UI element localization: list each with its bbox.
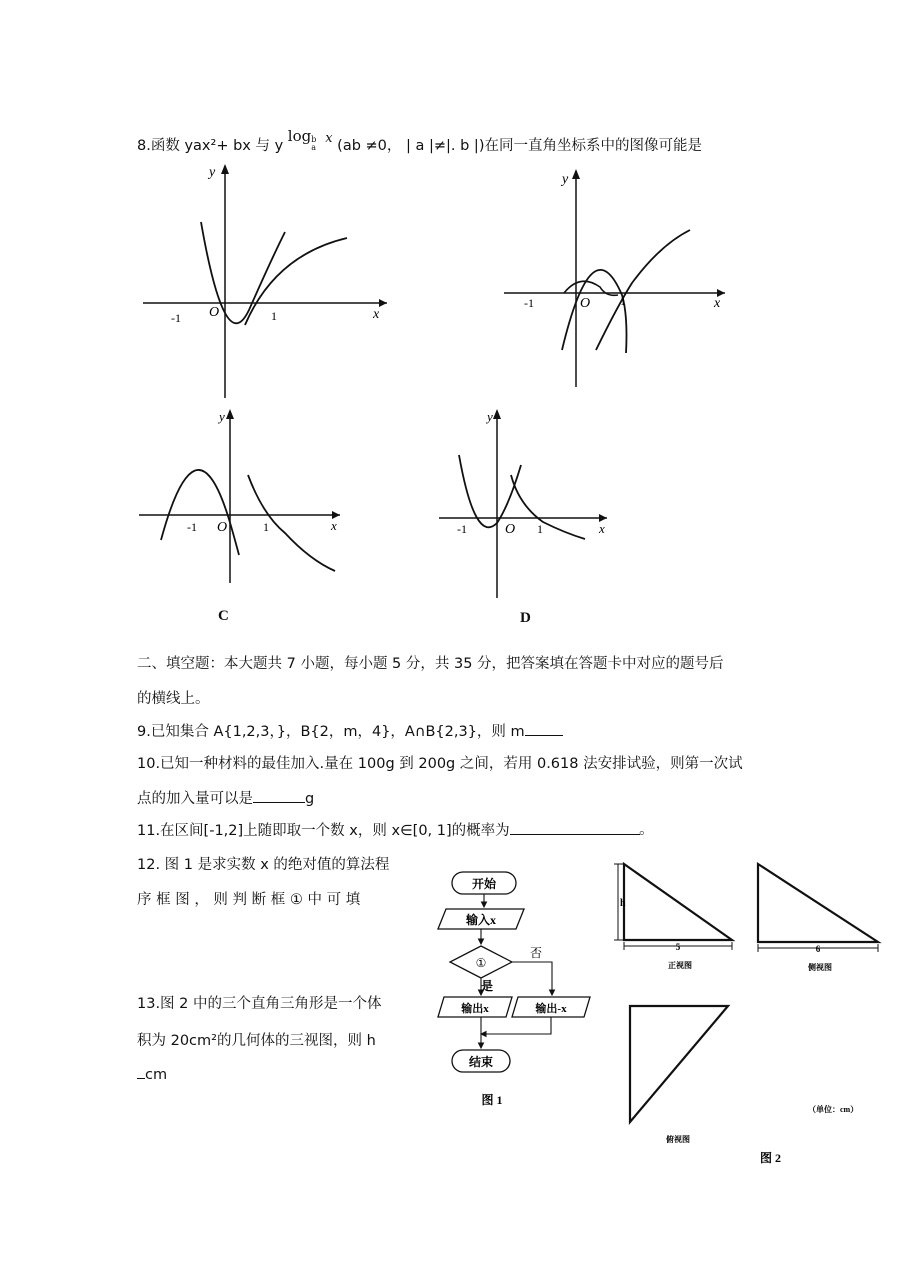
graph-a — [135, 160, 395, 400]
q13-line2: 积为 20cm²的几何体的三视图，则 h — [137, 1033, 376, 1049]
q9-question: 9.已知集合 A{1,2,3，}，B{2，m，4}，A∩B{2,3}，则 m — [137, 724, 525, 740]
q11-text — [137, 819, 654, 840]
flowchart-caption: 图 1 — [481, 1093, 503, 1107]
q9-answer-blank[interactable] — [525, 721, 563, 736]
graph-c-origin-label: O — [217, 520, 228, 535]
graph-c-caption: C — [218, 608, 229, 624]
top-view-triangle — [630, 1006, 728, 1122]
graph-d-caption: D — [520, 610, 531, 626]
flowchart-output-x-label: 输出x — [461, 1003, 489, 1015]
flowchart-end-label: 结束 — [468, 1055, 494, 1069]
graph-a-1-label: 1 — [271, 309, 277, 323]
q10-answer-blank[interactable] — [253, 788, 305, 803]
q8-part1: 函数 yax²+ bx 与 y — [150, 138, 288, 154]
graph-a-y-label: y — [209, 165, 216, 180]
side-view-base-label: 6 — [815, 944, 821, 954]
flowchart-output-negx-label: 输出-x — [535, 1003, 567, 1015]
q10-line1: 10.已知一种材料的最佳加入.量在 100g 到 200g 之间，若用 0.618 法安排试验，则第一次试 — [137, 756, 743, 772]
front-view-base-label: 5 — [675, 942, 681, 952]
log-variable: x — [325, 131, 333, 146]
graph-a-neg1-label: -1 — [171, 311, 181, 325]
side-view-triangle — [758, 864, 878, 942]
graph-d-y-label: y — [487, 409, 493, 424]
flowchart-yes-label: 是 — [481, 979, 494, 993]
graph-c-neg1-label: -1 — [187, 520, 197, 534]
q13-unit: cm — [145, 1067, 168, 1083]
graph-b-neg1-label: -1 — [524, 296, 534, 310]
log-symbol: log — [287, 127, 312, 145]
flowchart-no-label: 否 — [530, 946, 543, 960]
front-view-caption: 正视图 — [668, 961, 692, 970]
three-views-figure — [608, 858, 898, 1170]
graph-d — [435, 405, 615, 600]
graph-c — [135, 405, 350, 585]
q13-line1: 13.图 2 中的三个直角三角形是一个体 — [137, 996, 382, 1012]
flowchart — [430, 868, 600, 1113]
q10-line2 — [137, 787, 314, 808]
graph-c-y-label: y — [219, 409, 225, 424]
graph-b-1-label: 1 — [620, 294, 626, 308]
q11-tail: 。 — [639, 822, 654, 838]
unit-label: （单位：cm） — [808, 1105, 859, 1114]
front-view-triangle — [624, 864, 732, 940]
graph-d-1-label: 1 — [537, 522, 543, 536]
section2-line1: 二、填空题：本大题共 7 小题，每小题 5 分，共 35 分，把答案填在答题卡中对应的题号后 — [137, 656, 724, 672]
flowchart-start-label: 开始 — [471, 877, 497, 891]
graph-a-origin-label: O — [209, 305, 220, 320]
log-base-bottom: a — [311, 143, 316, 152]
q12-line2: 序 框 图 ， 则 判 断 框 ① 中 可 填 — [137, 892, 361, 908]
graph-b-x-label: x — [714, 296, 721, 311]
q9-text — [137, 720, 563, 741]
graph-b — [500, 165, 735, 390]
flowchart-decision-label: ① — [475, 956, 487, 970]
flowchart-input-label: 输入x — [465, 913, 497, 927]
q13-answer-blank[interactable] — [137, 1064, 145, 1079]
graph-d-origin-label: O — [505, 522, 516, 537]
graph-d-x-label: x — [599, 521, 605, 536]
q13-line3 — [137, 1064, 167, 1083]
graph-c-1-label: 1 — [263, 520, 269, 534]
q10-line2-text: 点的加入量可以是 — [137, 791, 253, 807]
section2-line2: 的横线上。 — [137, 691, 210, 707]
log-base-top: b — [311, 135, 317, 144]
q8-number: 8. — [137, 138, 151, 154]
three-views-caption: 图 2 — [760, 1151, 782, 1165]
q12-line1: 12. 图 1 是求实数 x 的绝对值的算法程 — [137, 857, 390, 873]
graph-b-origin-label: O — [580, 296, 591, 311]
front-view-h-label: h — [620, 898, 626, 909]
q11-question: 11.在区间[-1,2]上随即取一个数 x，则 x∈[0, 1]的概率为 — [137, 823, 510, 839]
graph-d-neg1-label: -1 — [457, 522, 467, 536]
graph-c-x-label: x — [331, 518, 337, 533]
side-view-caption: 侧视图 — [808, 963, 832, 972]
graph-b-y-label: y — [562, 172, 569, 187]
q10-unit: g — [305, 791, 315, 807]
q8-text — [137, 127, 702, 155]
q8-part2: (ab ≠0， | a |≠|. b |)在同一直角坐标系中的图像可能是 — [332, 138, 702, 154]
q11-answer-blank[interactable] — [510, 820, 654, 838]
graph-a-x-label: x — [373, 307, 380, 322]
top-view-caption: 俯视图 — [666, 1135, 690, 1144]
